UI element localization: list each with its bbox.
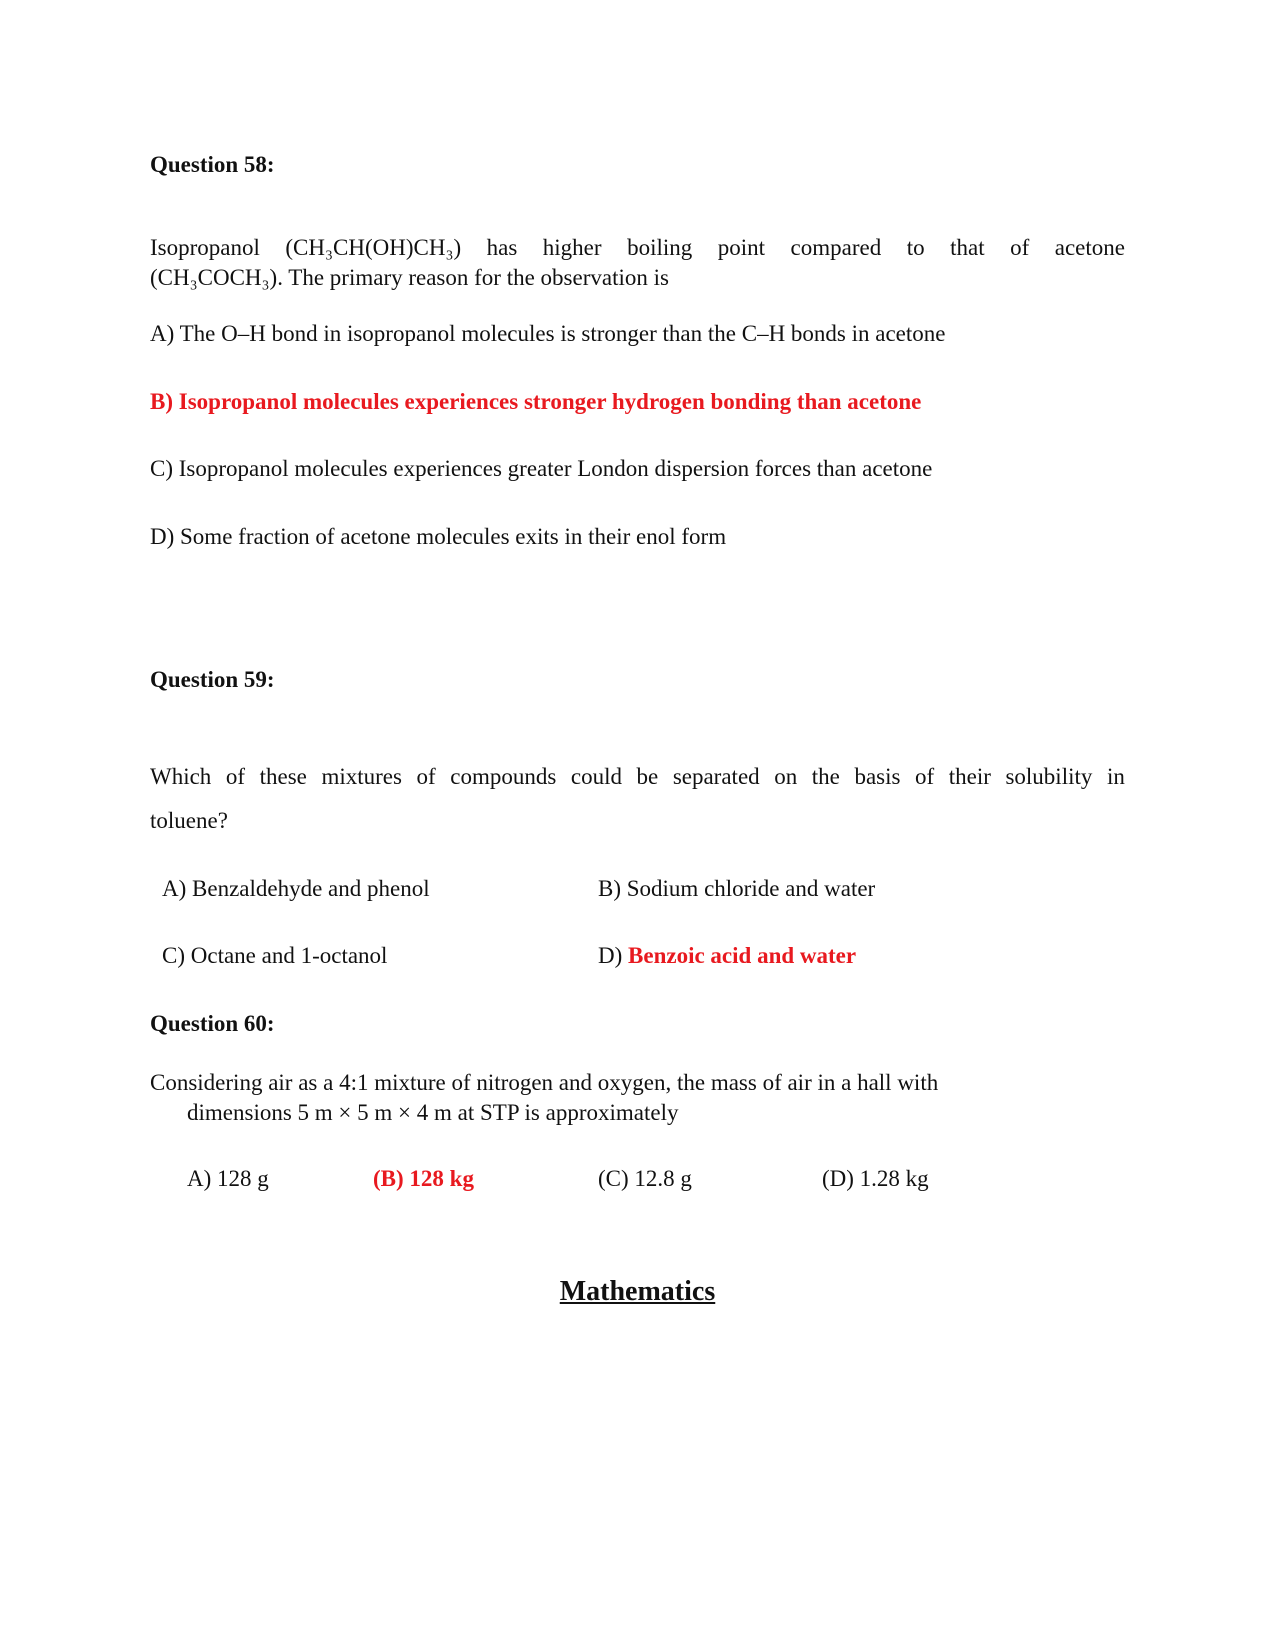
stem-word: basis bbox=[854, 764, 901, 789]
question-59-option-d-correct bbox=[598, 941, 856, 971]
stem-word: of bbox=[225, 764, 246, 789]
option-text: Benzaldehyde and phenol bbox=[192, 876, 430, 901]
stem-word: has bbox=[486, 235, 518, 260]
question-59-heading: Question 59: bbox=[150, 667, 275, 692]
question-58-option-d: D) Some fraction of acetone molecules exits in their enol form bbox=[150, 524, 727, 549]
question-60-option-b-correct: (B) 128 kg bbox=[373, 1166, 474, 1191]
question-58-stem-line1 bbox=[150, 233, 1125, 263]
question-60-option-a: A) 128 g bbox=[187, 1166, 269, 1191]
option-prefix: D) bbox=[598, 943, 623, 968]
question-58-heading: Question 58: bbox=[150, 152, 275, 177]
question-59-option-c bbox=[162, 941, 387, 971]
stem-word: higher bbox=[542, 235, 602, 260]
stem-word: be bbox=[636, 764, 659, 789]
question-59-option-a bbox=[162, 874, 430, 904]
question-60-heading: Question 60: bbox=[150, 1011, 275, 1036]
question-58-option-b-correct: B) Isopropanol molecules experiences stronger hydrogen bonding than acetone bbox=[150, 389, 922, 414]
stem-word: of bbox=[915, 764, 935, 789]
option-text: Octane and 1-octanol bbox=[190, 943, 388, 968]
stem-word: of bbox=[416, 764, 436, 789]
stem-word: (CH₃CH(OH)CH₃) bbox=[285, 235, 462, 260]
stem-word: these bbox=[259, 764, 307, 789]
stem-word: acetone bbox=[1054, 235, 1125, 260]
question-59-stem-line1 bbox=[150, 762, 1125, 792]
option-prefix: B) bbox=[598, 876, 621, 901]
stem-word: separated bbox=[672, 764, 760, 789]
question-58-option-a: A) The O–H bond in isopropanol molecules is stronger than the C–H bonds in acetone bbox=[150, 321, 946, 346]
question-59-stem-line2: toluene? bbox=[150, 808, 228, 833]
stem-word: the bbox=[811, 764, 840, 789]
stem-word: their bbox=[948, 764, 991, 789]
question-58-stem-line2: (CH₃COCH₃). The primary reason for the observation is bbox=[150, 265, 669, 290]
option-prefix: A) bbox=[162, 876, 187, 901]
option-text: Benzoic acid and water bbox=[628, 943, 857, 968]
question-60-option-d: (D) 1.28 kg bbox=[822, 1166, 929, 1191]
stem-word: could bbox=[570, 764, 622, 789]
stem-word: point bbox=[717, 235, 766, 260]
option-text: Sodium chloride and water bbox=[626, 876, 876, 901]
stem-word: that bbox=[950, 235, 985, 260]
stem-word: in bbox=[1106, 764, 1125, 789]
stem-word: of bbox=[1010, 235, 1030, 260]
section-title-mathematics: Mathematics bbox=[559, 1276, 716, 1307]
stem-word: solubility bbox=[1005, 764, 1093, 789]
option-prefix: C) bbox=[162, 943, 185, 968]
stem-word: compared bbox=[790, 235, 882, 260]
question-60-option-c: (C) 12.8 g bbox=[598, 1166, 692, 1191]
stem-word: boiling bbox=[627, 235, 693, 260]
stem-word: Isopropanol bbox=[150, 235, 260, 260]
stem-word: to bbox=[906, 235, 925, 260]
question-59-option-b bbox=[598, 874, 875, 904]
stem-word: on bbox=[774, 764, 798, 789]
question-60-stem-line1: Considering air as a 4:1 mixture of nitrogen and oxygen, the mass of air in a hall with bbox=[150, 1070, 939, 1095]
question-60-stem-line2: dimensions 5 m × 5 m × 4 m at STP is approximately bbox=[187, 1100, 679, 1125]
stem-word: mixtures bbox=[321, 764, 402, 789]
stem-word: Which bbox=[150, 764, 212, 789]
stem-word: compounds bbox=[450, 764, 557, 789]
question-58-option-c: C) Isopropanol molecules experiences greater London dispersion forces than acetone bbox=[150, 456, 933, 481]
